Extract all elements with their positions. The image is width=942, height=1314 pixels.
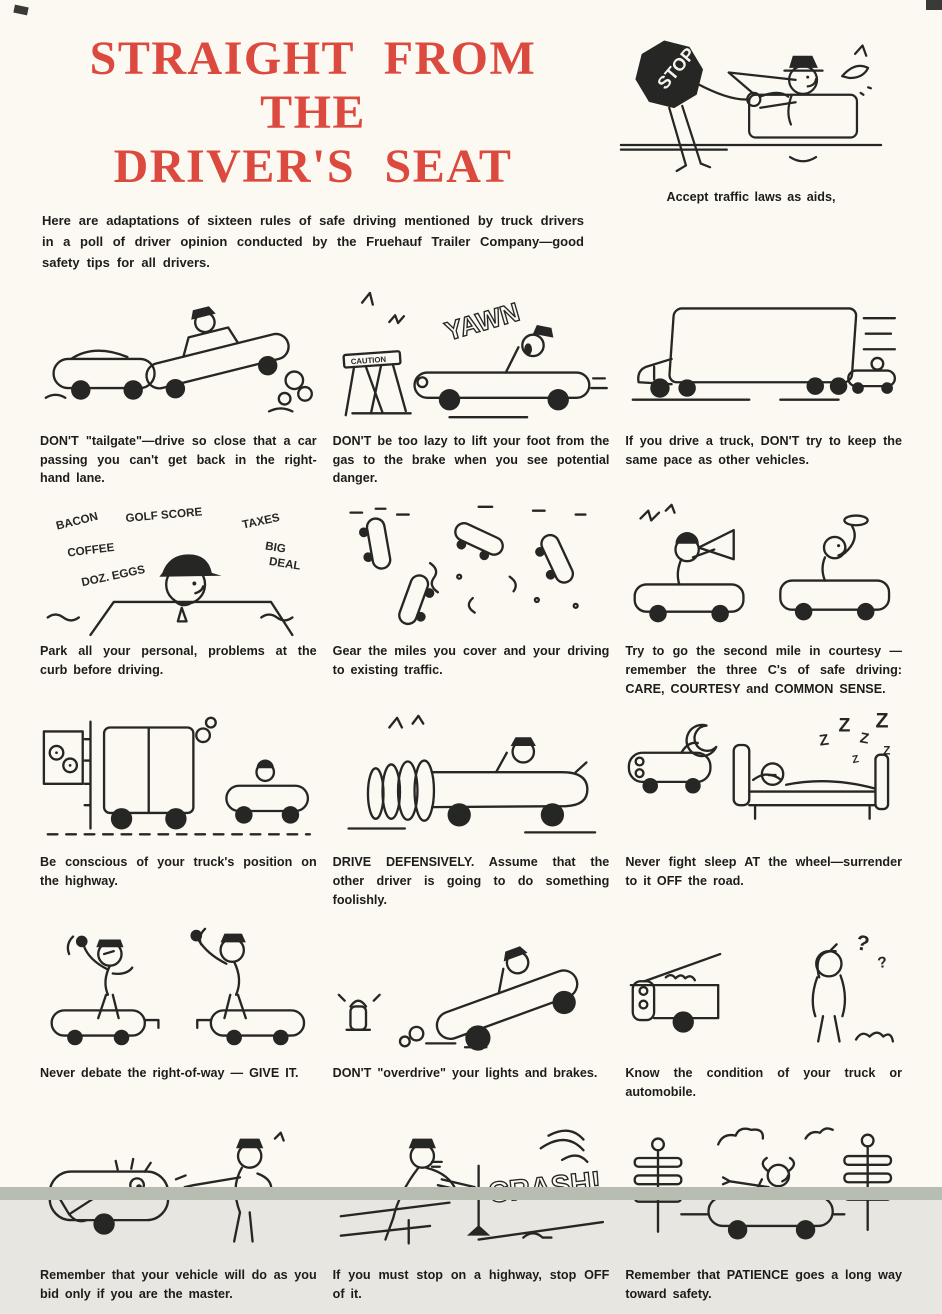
sleep-z: Z [818, 731, 831, 750]
cartoon-speeding-truck [625, 286, 902, 428]
panel-caption: DON'T "tailgate"—drive so close that a car passing you can't get back in the right-hand lane. [40, 433, 317, 486]
panel-caption: DON'T be too lazy to lift your foot from the gas to the brake when you see potential danger. [332, 433, 610, 486]
cartoon-tailgate [40, 286, 317, 428]
panel-caption: Accept traffic laws as aids, [666, 190, 836, 204]
worry-word: DOZ. EGGS [80, 563, 147, 590]
panel-caption: Know the condition of your truck or automobile. [625, 1065, 902, 1099]
panel-caption: DRIVE DEFENSIVELY. Assume that the other driver is going to do something foolishly. [332, 854, 610, 907]
intro-paragraph: Here are adaptations of sixteen rules of safe driving mentioned by truck drivers in a poll of driver opinion conducted by the Fruehauf Trailer Company—good safety tips for all drivers. [42, 213, 584, 270]
panel-caption: Remember that your vehicle will do as you bid only if you are the master. [40, 1267, 317, 1301]
cartoon-arguing-drivers [40, 918, 317, 1060]
panel-gear-miles [333, 496, 610, 699]
worry-word: BIG [264, 539, 287, 556]
worry-word: BACON [54, 510, 100, 534]
cartoon-truck-squeeze [40, 707, 317, 849]
sleep-z: Z [883, 744, 891, 758]
cartoon-hood-open [625, 918, 902, 1060]
title-line-2: DRIVER'S SEAT [113, 139, 513, 193]
cartoon-wheelie-car [333, 918, 610, 1060]
page-title [40, 32, 586, 193]
page-header [0, 0, 942, 278]
panel-stop-off [333, 1120, 610, 1314]
stop-sign-text: STOP [653, 43, 700, 94]
panel-caption: Never debate the right-of-way — GIVE IT. [40, 1065, 299, 1080]
panel-master [40, 1120, 317, 1314]
worry-word: GOLF SCORE [125, 505, 203, 526]
panel-second-mile [625, 496, 902, 699]
panel-caption: If you drive a truck, DON'T try to keep the same pace as other vehicles. [625, 433, 902, 467]
panel-truck-position [40, 707, 317, 910]
panel-caption: Try to go the second mile in courtesy — remember the three C's of safe driving: CARE, COURTESY and COMMON SENSE. [625, 644, 902, 697]
yawn-text: YAWN [441, 296, 523, 347]
panel-caption: If you must stop on a highway, stop OFF of it. [332, 1267, 610, 1301]
cartoon-stop-sign-handshake [600, 26, 902, 184]
panel-caption: Gear the miles you cover and your driving to existing traffic. [332, 644, 610, 678]
panel-drive-defensively [333, 707, 610, 910]
title-line-1: STRAIGHT FROM THE [89, 32, 537, 139]
panel-truck-pace [625, 286, 902, 489]
panel-caption: DON'T "overdrive" your lights and brakes. [332, 1065, 598, 1080]
sleep-z: Z [851, 753, 861, 767]
panel-sleep [625, 707, 902, 910]
cartoon-worried-driver [40, 496, 317, 638]
cartoon-weaving-traffic [333, 496, 610, 638]
panel-personal-problems [40, 496, 317, 699]
sleep-z: Z [838, 714, 851, 737]
panel-patience [625, 1120, 902, 1314]
caution-sign-text: CAUTION [350, 354, 386, 366]
sleep-z: Z [858, 730, 871, 748]
sleep-z: Z [875, 708, 889, 733]
panel-caption: Park all your personal, problems at the curb before driving. [40, 644, 317, 678]
question-mark: ? [854, 930, 872, 956]
panel-caption: Remember that PATIENCE goes a long way toward safety. [625, 1267, 902, 1301]
panel-overdrive [333, 918, 610, 1112]
cartoon-yawning-driver [333, 286, 610, 428]
panel-condition [625, 918, 902, 1112]
scan-artifact [926, 0, 942, 10]
panel-right-of-way [40, 918, 317, 1112]
panel-caption: Never fight sleep AT the wheel—surrender to it OFF the road. [625, 854, 902, 888]
cartoon-courtesy-drivers [625, 496, 902, 638]
cartoon-sleeping-off-road [625, 707, 902, 849]
question-mark: ? [876, 953, 889, 972]
worry-word: COFFEE [66, 541, 116, 560]
panel-lazy-foot [333, 286, 610, 489]
worry-word: DEAL [268, 555, 302, 574]
worry-word: TAXES [241, 511, 281, 532]
panel-caption: Be conscious of your truck's position on the highway. [40, 854, 317, 888]
scan-edge-band [0, 1187, 942, 1200]
title-block [40, 26, 586, 274]
panel-traffic-laws [600, 26, 902, 274]
cartoon-grid [0, 278, 942, 1314]
cartoon-accordion-car [333, 707, 610, 849]
panel-tailgate [40, 286, 317, 489]
